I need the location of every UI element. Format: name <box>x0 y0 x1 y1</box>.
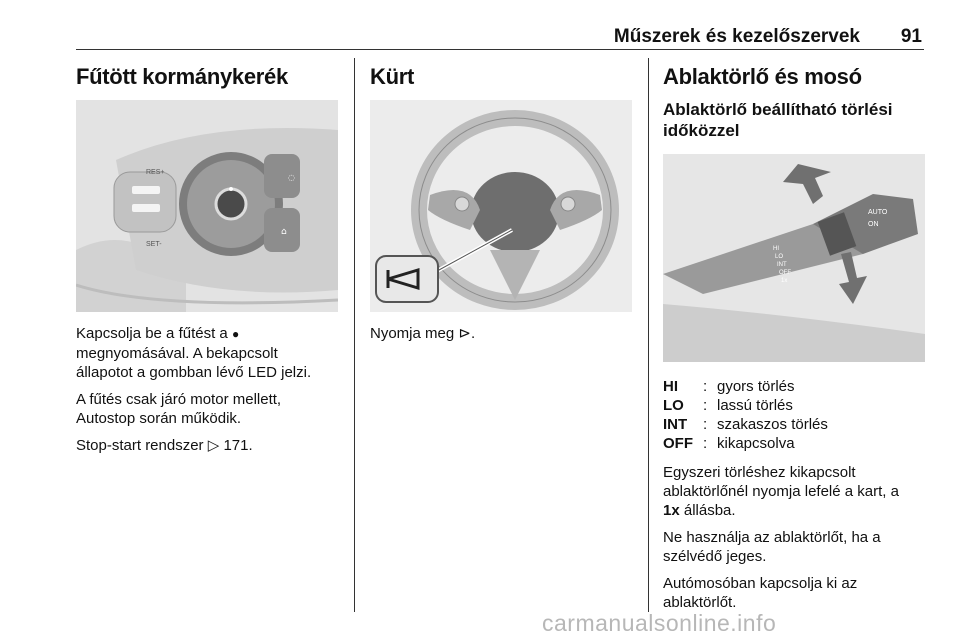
figure-steering-wheel-horn <box>370 100 632 312</box>
label-hi: HI <box>773 246 779 252</box>
col1-text <box>76 324 346 455</box>
svg-text:◌: ◌ <box>288 173 295 182</box>
section-heading-heated-steering-wheel: Fűtött kormánykerék <box>76 64 288 89</box>
list-item: LO : lassú törlés <box>663 397 793 414</box>
col3-paragraph-1: Egyszeri törléshez kikapcsolt ablaktörlőnél nyomja lefelé a kart, a 1x állásba. <box>663 464 899 519</box>
wiper-stalk-illustration <box>663 154 925 362</box>
steering-controls-illustration <box>76 100 338 312</box>
column-divider-1 <box>354 58 355 612</box>
column-wiper-washer <box>663 62 933 141</box>
label-on: ON <box>868 221 879 228</box>
column-divider-2 <box>648 58 649 612</box>
subsection-heading-adjustable-interval: Ablaktörlő beállítható törlési időközzel <box>663 100 893 140</box>
section-heading-wiper-washer: Ablaktörlő és mosó <box>663 64 862 89</box>
col1-paragraph-3: Stop-start rendszer ▷ 171. <box>76 437 253 454</box>
label-lo: LO <box>775 254 784 260</box>
list-item: INT : szakaszos törlés <box>663 416 828 433</box>
page-reference-link[interactable]: 171. <box>223 437 253 454</box>
header-rule <box>76 49 924 50</box>
label-auto: AUTO <box>868 209 888 216</box>
col3-paragraph-2: Ne használja az ablaktörlőt, ha a szélvédő jeges. <box>663 529 881 565</box>
col1-paragraph-2: A fűtés csak járó motor mellett, Autostop során működik. <box>76 391 282 427</box>
horn-icon: ⊳ <box>458 325 471 342</box>
col3-paragraph-3: Autómosóban kapcsolja ki az ablaktörlőt. <box>663 575 858 611</box>
figure-wiper-stalk <box>663 154 925 362</box>
page-reference-triangle-icon: ▷ <box>207 437 220 454</box>
label-int: INT <box>777 262 787 268</box>
col1-paragraph-1: Kapcsolja be a fűtést a ● megnyomásával. A bekapcsolt állapotot a gombban lévő LED jelzi. <box>76 325 312 381</box>
col3-text <box>663 463 933 612</box>
section-heading-horn: Kürt <box>370 64 415 89</box>
wiper-positions-list <box>663 377 933 453</box>
list-item: HI : gyors törlés <box>663 378 795 395</box>
page-number: 91 <box>900 26 922 47</box>
label-1x: 1x <box>781 278 788 284</box>
label-set: SET- <box>146 241 162 248</box>
watermark: carmanualsonline.info <box>542 610 777 636</box>
label-res: RES+ <box>146 169 165 176</box>
heated-steering-wheel-icon: ● <box>231 327 240 341</box>
label-off: OFF <box>779 270 791 276</box>
list-item: OFF : kikapcsolva <box>663 435 795 452</box>
figure-steering-wheel-controls <box>76 100 338 312</box>
col2-text <box>370 324 640 343</box>
running-header-title: Műszerek és kezelőszervek <box>613 26 860 47</box>
column-horn <box>370 62 640 92</box>
horn-illustration <box>370 100 632 312</box>
col2-paragraph-1: Nyomja meg ⊳. <box>370 325 476 342</box>
svg-text:⌂: ⌂ <box>281 227 287 237</box>
column-heated-steering-wheel <box>76 62 346 92</box>
